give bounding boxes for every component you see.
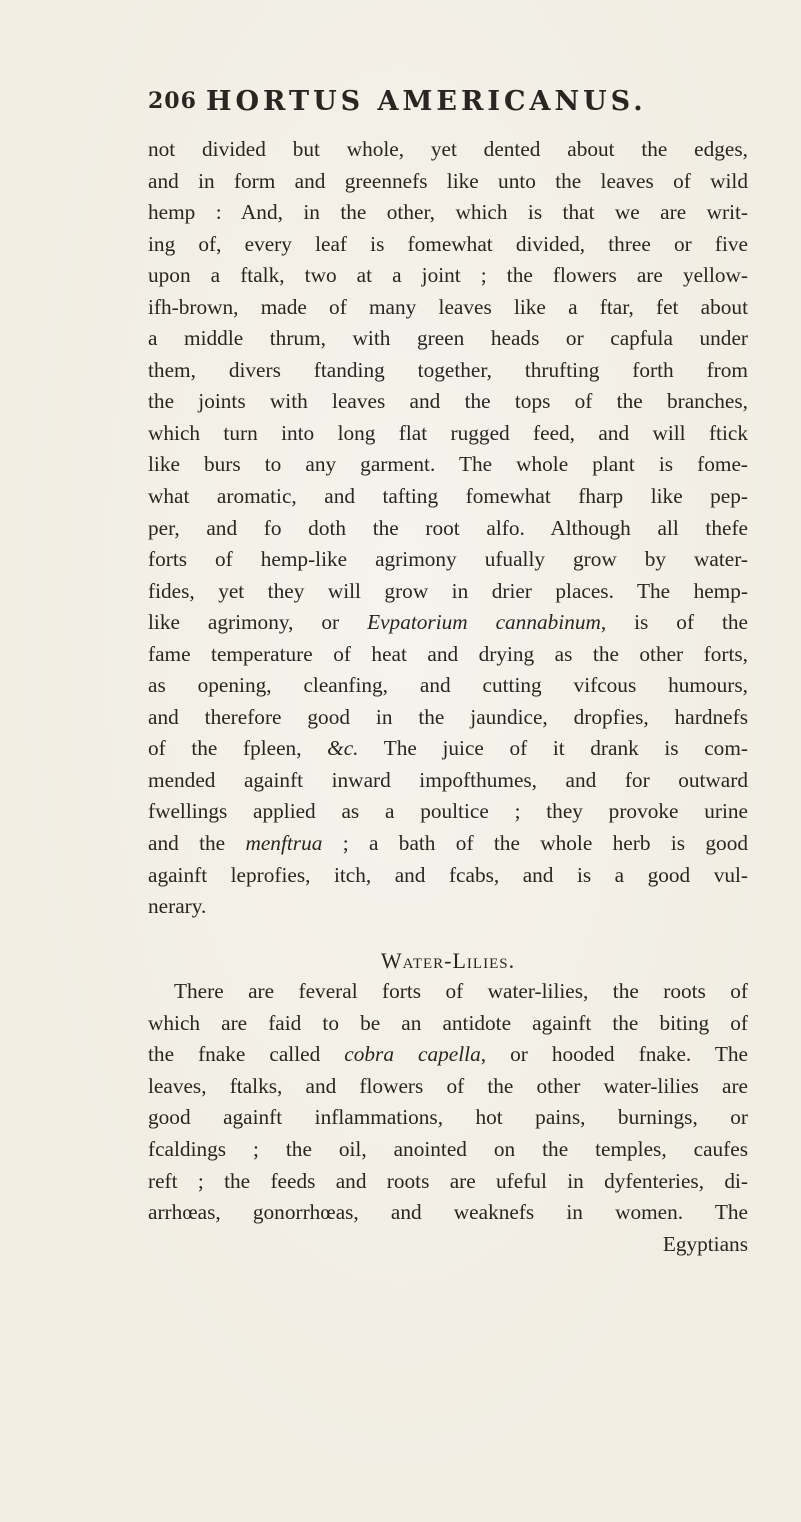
text-line: and therefore good in the jaundice, dropfies, hardnefs — [148, 704, 748, 729]
text-line: hemp : And, in the other, which is that we are writ- — [148, 200, 748, 225]
latin-name: Evpatorium cannabinum — [367, 610, 601, 635]
section-heading: Water-Lilies. — [380, 947, 516, 973]
text-line: and in form and greennefs like unto the leaves of wild — [148, 168, 748, 193]
text-line — [148, 828, 748, 860]
text-line: good againft inflammations, hot pains, burnings, or — [148, 1105, 748, 1130]
text-run: ; a bath of the whole herb is good — [322, 831, 748, 856]
text-line: nerary. — [148, 894, 207, 919]
text-line: as opening, cleanfing, and cutting vifcous humours, — [148, 673, 748, 698]
text-line: fcaldings ; the oil, anointed on the temples, caufes — [148, 1136, 748, 1161]
text-line: ifh-brown, made of many leaves like a ftar, fet about — [148, 294, 748, 319]
text-line: ing of, every leaf is fomewhat divided, three or five — [148, 231, 748, 256]
text-run: of the fpleen, — [148, 736, 328, 761]
text-run: like agrimony, or — [148, 610, 368, 635]
text-line: what aromatic, and tafting fomewhat fharp like pep- — [148, 484, 748, 509]
text-run: , or hooded fnake. The — [480, 1042, 749, 1067]
text-run: the fnake called — [148, 1042, 345, 1067]
text-line: upon a ftalk, two at a joint ; the flowers are yellow- — [148, 263, 748, 288]
text-line: leaves, ftalks, and flowers of the other water-lilies are — [148, 1073, 748, 1098]
text-run: , is of the — [600, 610, 748, 635]
text-line: a middle thrum, with green heads or capfula under — [148, 326, 748, 351]
text-line: fides, yet they will grow in drier places. The hemp- — [148, 578, 748, 603]
text-run: The juice of it drank is com- — [358, 736, 748, 761]
text-line: which are faid to be an antidote againft the biting of — [148, 1010, 748, 1035]
text-line: which turn into long flat rugged feed, and will ftick — [148, 420, 748, 445]
catchword: Egyptians — [662, 1231, 748, 1256]
text-line: fwellings applied as a poultice ; they provoke urine — [148, 799, 748, 824]
text-line — [148, 607, 748, 639]
text-line: fame temperature of heat and drying as the other forts, — [148, 641, 748, 666]
text-line: mended againft inward impofthumes, and for outward — [148, 767, 748, 792]
text-line — [148, 733, 748, 765]
section-gap — [148, 923, 748, 945]
text-line: reft ; the feeds and roots are ufeful in dyfenteries, di- — [148, 1168, 748, 1193]
text-run: and the — [148, 831, 246, 856]
page-header — [148, 86, 748, 122]
text-line: them, divers ftanding together, thrufting forth from — [148, 357, 748, 382]
page-number: 206 — [148, 88, 197, 114]
text-line: not divided but whole, yet dented about the edges, — [148, 137, 748, 161]
text-line: arrhœas, gonorrhœas, and weaknefs in women. The — [148, 1200, 748, 1225]
text-line: the joints with leaves and the tops of the branches, — [148, 389, 748, 414]
body-text — [148, 134, 748, 1260]
etc-abbrev: &c. — [327, 736, 359, 761]
snake-name: cobra capella — [344, 1042, 481, 1067]
text-line: againft leprofies, itch, and fcabs, and is a good vul- — [148, 862, 748, 887]
text-line: per, and fo doth the root alfo. Although all thefe — [148, 515, 748, 540]
text-line: There are feveral forts of water-lilies, the roots of — [174, 979, 748, 1004]
text-line: like burs to any garment. The whole plant is fome- — [148, 452, 748, 477]
running-title: HORTUS AMERICANUS. — [206, 86, 647, 117]
latin-term: menftrua — [245, 831, 323, 856]
text-line — [148, 1039, 748, 1071]
text-line: forts of hemp-like agrimony ufually grow by water- — [148, 547, 748, 572]
